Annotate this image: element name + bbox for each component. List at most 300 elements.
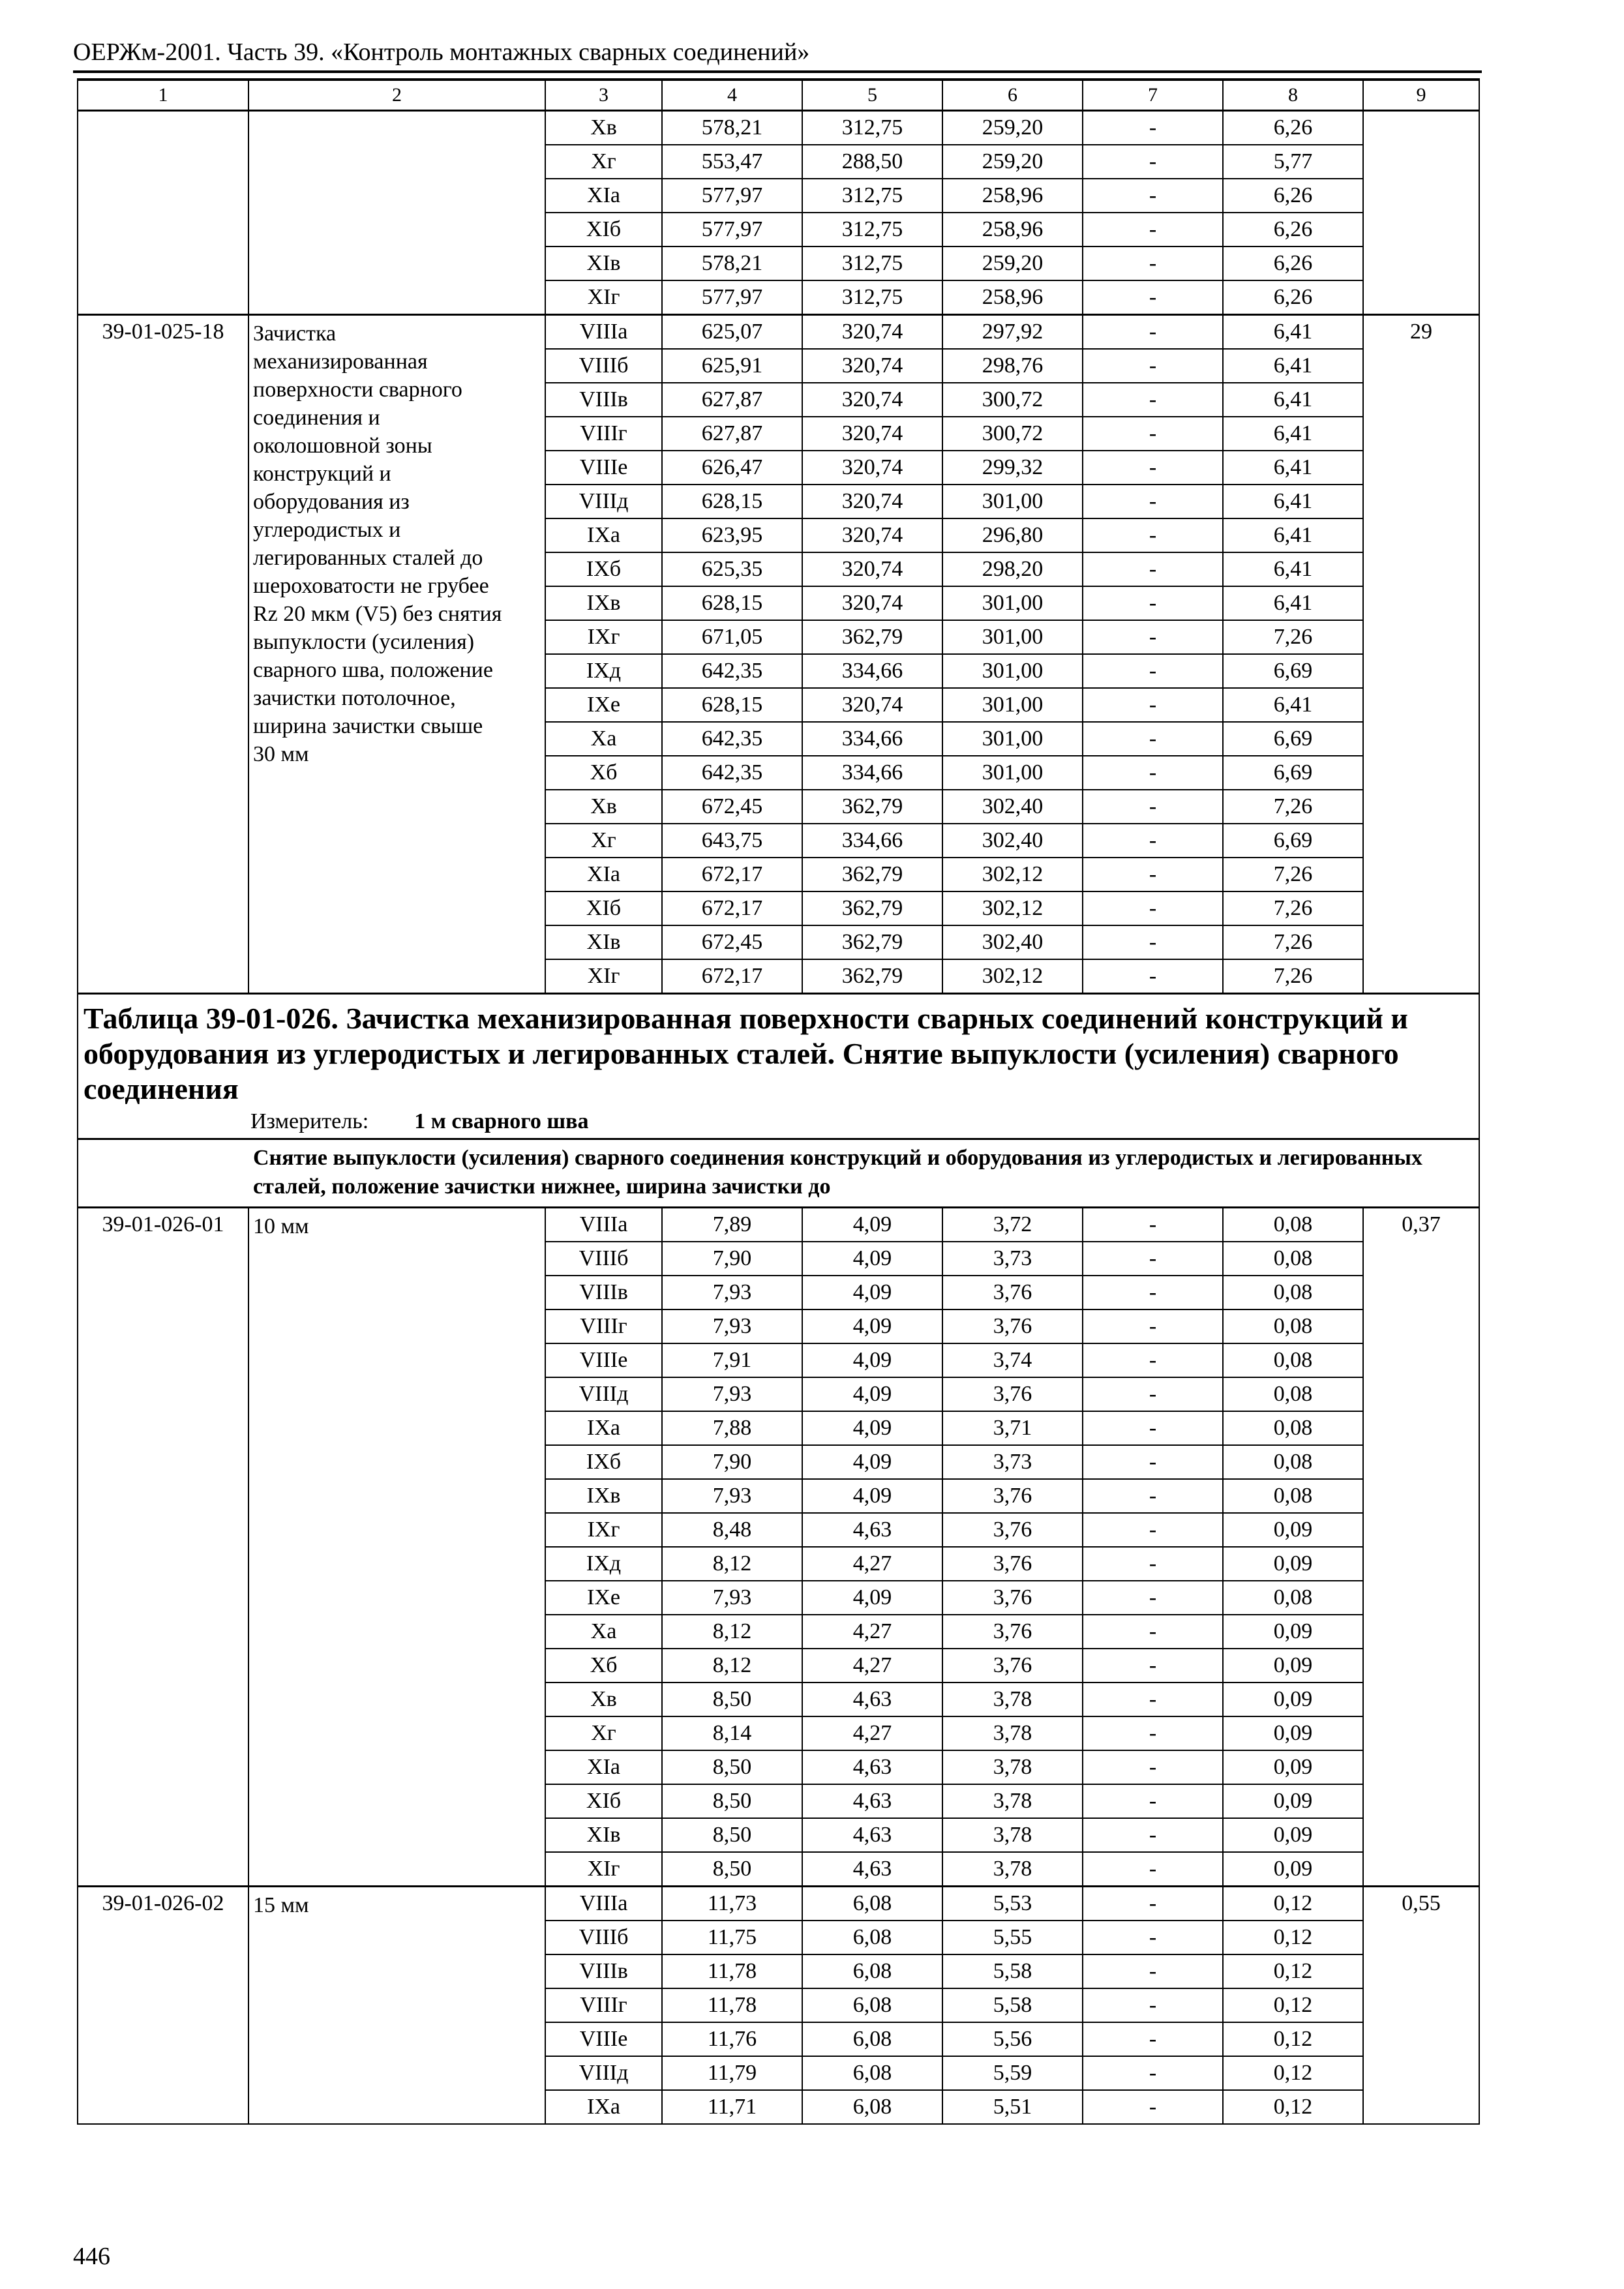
machines-cell: 302,40 (942, 824, 1083, 858)
zone-cell: ХIг (545, 1852, 662, 1887)
table-row (78, 1208, 1479, 1242)
wages-cell: 320,74 (802, 552, 942, 586)
item-description: 10 мм (248, 1208, 545, 1887)
zone-cell: VIIIд (545, 1377, 662, 1411)
materials-cell: 6,41 (1223, 451, 1363, 485)
labor-norm (1363, 111, 1479, 315)
machines-cell: 3,78 (942, 1784, 1083, 1818)
zone-cell: Хб (545, 756, 662, 790)
zone-cell: IХв (545, 1479, 662, 1513)
wages-cell: 362,79 (802, 891, 942, 925)
total-cost-cell: 671,05 (662, 620, 802, 654)
driver-wages-cell: - (1083, 179, 1223, 213)
total-cost-cell: 627,87 (662, 417, 802, 451)
wages-cell: 6,08 (802, 1988, 942, 2022)
wages-cell: 4,09 (802, 1343, 942, 1377)
zone-cell: VIIIе (545, 2022, 662, 2056)
labor-norm: 29 (1363, 315, 1479, 994)
wages-cell: 312,75 (802, 213, 942, 247)
total-cost-cell: 672,17 (662, 858, 802, 891)
materials-cell: 0,09 (1223, 1750, 1363, 1784)
total-cost-cell: 8,12 (662, 1615, 802, 1649)
total-cost-cell: 7,91 (662, 1343, 802, 1377)
wages-cell: 6,08 (802, 1921, 942, 1954)
zone-cell: IХб (545, 1445, 662, 1479)
total-cost-cell: 8,50 (662, 1683, 802, 1716)
zone-cell: ХIб (545, 213, 662, 247)
total-cost-cell: 577,97 (662, 179, 802, 213)
zone-cell: ХIг (545, 280, 662, 315)
machines-cell: 301,00 (942, 586, 1083, 620)
materials-cell: 0,12 (1223, 1954, 1363, 1988)
wages-cell: 320,74 (802, 349, 942, 383)
materials-cell: 0,08 (1223, 1309, 1363, 1343)
machines-cell: 5,58 (942, 1988, 1083, 2022)
machines-cell: 300,72 (942, 417, 1083, 451)
materials-cell: 6,69 (1223, 722, 1363, 756)
total-cost-cell: 642,35 (662, 654, 802, 688)
wages-cell: 320,74 (802, 518, 942, 552)
total-cost-cell: 8,14 (662, 1716, 802, 1750)
zone-cell: Хв (545, 111, 662, 145)
zone-cell: IХд (545, 1547, 662, 1581)
machines-cell: 301,00 (942, 722, 1083, 756)
item-description (248, 111, 545, 315)
driver-wages-cell: - (1083, 688, 1223, 722)
zone-cell: ХIг (545, 959, 662, 994)
wages-cell: 4,09 (802, 1445, 942, 1479)
materials-cell: 6,41 (1223, 417, 1363, 451)
total-cost-cell: 672,45 (662, 925, 802, 959)
wages-cell: 4,09 (802, 1411, 942, 1445)
driver-wages-cell: - (1083, 1242, 1223, 1276)
driver-wages-cell: - (1083, 1784, 1223, 1818)
total-cost-cell: 625,91 (662, 349, 802, 383)
driver-wages-cell: - (1083, 280, 1223, 315)
machines-cell: 3,73 (942, 1445, 1083, 1479)
materials-cell: 7,26 (1223, 620, 1363, 654)
total-cost-cell: 11,75 (662, 1921, 802, 1954)
materials-cell: 0,09 (1223, 1649, 1363, 1683)
machines-cell: 258,96 (942, 179, 1083, 213)
zone-cell: IХд (545, 654, 662, 688)
item-code: 39-01-025-18 (78, 315, 248, 994)
total-cost-cell: 11,79 (662, 2056, 802, 2090)
materials-cell: 6,26 (1223, 179, 1363, 213)
total-cost-cell: 577,97 (662, 280, 802, 315)
materials-cell: 6,41 (1223, 383, 1363, 417)
total-cost-cell: 553,47 (662, 145, 802, 179)
column-header-6: 6 (942, 80, 1083, 111)
item-code: 39-01-026-02 (78, 1887, 248, 2125)
total-cost-cell: 8,48 (662, 1513, 802, 1547)
driver-wages-cell: - (1083, 1547, 1223, 1581)
column-header-5: 5 (802, 80, 942, 111)
driver-wages-cell: - (1083, 1513, 1223, 1547)
zone-cell: ХIа (545, 858, 662, 891)
total-cost-cell: 628,15 (662, 688, 802, 722)
machines-cell: 302,12 (942, 858, 1083, 891)
materials-cell: 0,09 (1223, 1818, 1363, 1852)
wages-cell: 4,09 (802, 1581, 942, 1615)
zone-cell: ХIв (545, 1818, 662, 1852)
machines-cell: 297,92 (942, 315, 1083, 350)
total-cost-cell: 11,73 (662, 1887, 802, 1921)
machines-cell: 300,72 (942, 383, 1083, 417)
machines-cell: 302,12 (942, 959, 1083, 994)
machines-cell: 298,76 (942, 349, 1083, 383)
wages-cell: 4,09 (802, 1377, 942, 1411)
measure-value: 1 м сварного шва (414, 1109, 589, 1133)
zone-cell: ХIа (545, 1750, 662, 1784)
total-cost-cell: 7,89 (662, 1208, 802, 1242)
machines-cell: 301,00 (942, 654, 1083, 688)
total-cost-cell: 623,95 (662, 518, 802, 552)
total-cost-cell: 627,87 (662, 383, 802, 417)
driver-wages-cell: - (1083, 1208, 1223, 1242)
machines-cell: 5,59 (942, 2056, 1083, 2090)
wages-cell: 334,66 (802, 654, 942, 688)
driver-wages-cell: - (1083, 925, 1223, 959)
wages-cell: 4,09 (802, 1309, 942, 1343)
driver-wages-cell: - (1083, 858, 1223, 891)
wages-cell: 312,75 (802, 179, 942, 213)
machines-cell: 5,51 (942, 2090, 1083, 2124)
zone-cell: VIIIг (545, 1988, 662, 2022)
driver-wages-cell: - (1083, 518, 1223, 552)
driver-wages-cell: - (1083, 1649, 1223, 1683)
driver-wages-cell: - (1083, 891, 1223, 925)
machines-cell: 301,00 (942, 688, 1083, 722)
wages-cell: 4,09 (802, 1208, 942, 1242)
wages-cell: 4,09 (802, 1276, 942, 1309)
total-cost-cell: 628,15 (662, 485, 802, 518)
materials-cell: 0,12 (1223, 1988, 1363, 2022)
machines-cell: 3,78 (942, 1818, 1083, 1852)
driver-wages-cell: - (1083, 1276, 1223, 1309)
total-cost-cell: 11,78 (662, 1988, 802, 2022)
driver-wages-cell: - (1083, 654, 1223, 688)
zone-cell: VIIIг (545, 1309, 662, 1343)
total-cost-cell: 672,45 (662, 790, 802, 824)
zone-cell: Ха (545, 1615, 662, 1649)
wages-cell: 320,74 (802, 383, 942, 417)
machines-cell: 258,96 (942, 280, 1083, 315)
machines-cell: 3,76 (942, 1479, 1083, 1513)
materials-cell: 0,09 (1223, 1683, 1363, 1716)
table-row (78, 1887, 1479, 1921)
zone-cell: VIIIа (545, 315, 662, 350)
machines-cell: 302,40 (942, 925, 1083, 959)
total-cost-cell: 11,78 (662, 1954, 802, 1988)
zone-cell: Хг (545, 1716, 662, 1750)
wages-cell: 4,63 (802, 1513, 942, 1547)
zone-cell: VIIIб (545, 1921, 662, 1954)
materials-cell: 0,08 (1223, 1411, 1363, 1445)
driver-wages-cell: - (1083, 2022, 1223, 2056)
materials-cell: 6,69 (1223, 756, 1363, 790)
total-cost-cell: 8,50 (662, 1784, 802, 1818)
machines-cell: 3,78 (942, 1683, 1083, 1716)
total-cost-cell: 642,35 (662, 722, 802, 756)
labor-norm: 0,37 (1363, 1208, 1479, 1887)
zone-cell: IХг (545, 620, 662, 654)
zone-cell: Ха (545, 722, 662, 756)
machines-cell: 3,76 (942, 1276, 1083, 1309)
machines-cell: 3,74 (942, 1343, 1083, 1377)
materials-cell: 0,08 (1223, 1479, 1363, 1513)
zone-cell: IХа (545, 2090, 662, 2124)
driver-wages-cell: - (1083, 383, 1223, 417)
total-cost-cell: 8,50 (662, 1852, 802, 1887)
machines-cell: 3,73 (942, 1242, 1083, 1276)
driver-wages-cell: - (1083, 1954, 1223, 1988)
item-code (78, 111, 248, 315)
zone-cell: VIIIа (545, 1887, 662, 1921)
machines-cell: 3,72 (942, 1208, 1083, 1242)
materials-cell: 0,09 (1223, 1852, 1363, 1887)
driver-wages-cell: - (1083, 1479, 1223, 1513)
total-cost-cell: 8,50 (662, 1750, 802, 1784)
wages-cell: 334,66 (802, 722, 942, 756)
driver-wages-cell: - (1083, 722, 1223, 756)
total-cost-cell: 578,21 (662, 247, 802, 280)
zone-cell: ХIа (545, 179, 662, 213)
wages-cell: 4,09 (802, 1479, 942, 1513)
total-cost-cell: 7,90 (662, 1445, 802, 1479)
zone-cell: ХIб (545, 1784, 662, 1818)
total-cost-cell: 577,97 (662, 213, 802, 247)
zone-cell: VIIIв (545, 1954, 662, 1988)
driver-wages-cell: - (1083, 1615, 1223, 1649)
total-cost-cell: 643,75 (662, 824, 802, 858)
materials-cell: 0,12 (1223, 1921, 1363, 1954)
total-cost-cell: 7,93 (662, 1276, 802, 1309)
driver-wages-cell: - (1083, 824, 1223, 858)
zone-cell: ХIб (545, 891, 662, 925)
machines-cell: 3,78 (942, 1852, 1083, 1887)
total-cost-cell: 626,47 (662, 451, 802, 485)
wages-cell: 4,27 (802, 1716, 942, 1750)
driver-wages-cell: - (1083, 213, 1223, 247)
wages-cell: 320,74 (802, 586, 942, 620)
materials-cell: 6,26 (1223, 280, 1363, 315)
driver-wages-cell: - (1083, 1818, 1223, 1852)
zone-cell: Хг (545, 824, 662, 858)
machines-cell: 5,58 (942, 1954, 1083, 1988)
zone-cell: IХг (545, 1513, 662, 1547)
column-header-4: 4 (662, 80, 802, 111)
driver-wages-cell: - (1083, 111, 1223, 145)
zone-cell: VIIIе (545, 1343, 662, 1377)
total-cost-cell: 11,76 (662, 2022, 802, 2056)
driver-wages-cell: - (1083, 1988, 1223, 2022)
wages-cell: 320,74 (802, 485, 942, 518)
machines-cell: 5,55 (942, 1921, 1083, 1954)
driver-wages-cell: - (1083, 1377, 1223, 1411)
table-row (78, 315, 1479, 350)
zone-cell: ХIв (545, 247, 662, 280)
driver-wages-cell: - (1083, 349, 1223, 383)
machines-cell: 3,76 (942, 1649, 1083, 1683)
materials-cell: 6,26 (1223, 111, 1363, 145)
driver-wages-cell: - (1083, 1852, 1223, 1887)
machines-cell: 3,76 (942, 1615, 1083, 1649)
materials-cell: 5,77 (1223, 145, 1363, 179)
total-cost-cell: 7,90 (662, 1242, 802, 1276)
column-header-8: 8 (1223, 80, 1363, 111)
wages-cell: 6,08 (802, 2056, 942, 2090)
table-026-heading (78, 994, 1479, 1208)
materials-cell: 0,09 (1223, 1716, 1363, 1750)
wages-cell: 4,27 (802, 1649, 942, 1683)
wages-cell: 362,79 (802, 925, 942, 959)
zone-cell: IХа (545, 1411, 662, 1445)
driver-wages-cell: - (1083, 790, 1223, 824)
column-header-row (78, 80, 1479, 111)
driver-wages-cell: - (1083, 1921, 1223, 1954)
zone-cell: Хг (545, 145, 662, 179)
wages-cell: 4,09 (802, 1242, 942, 1276)
machines-cell: 259,20 (942, 145, 1083, 179)
materials-cell: 6,41 (1223, 688, 1363, 722)
total-cost-cell: 8,12 (662, 1547, 802, 1581)
machines-cell: 3,76 (942, 1377, 1083, 1411)
materials-cell: 6,69 (1223, 654, 1363, 688)
total-cost-cell: 642,35 (662, 756, 802, 790)
materials-cell: 0,09 (1223, 1513, 1363, 1547)
total-cost-cell: 11,71 (662, 2090, 802, 2124)
zone-cell: VIIIв (545, 1276, 662, 1309)
materials-cell: 7,26 (1223, 790, 1363, 824)
column-header-9: 9 (1363, 80, 1479, 111)
zone-cell: VIIIд (545, 485, 662, 518)
machines-cell: 3,76 (942, 1547, 1083, 1581)
measure-line (250, 1109, 1473, 1134)
machines-cell: 3,76 (942, 1513, 1083, 1547)
driver-wages-cell: - (1083, 620, 1223, 654)
table-subheader: Снятие выпуклости (усиления) сварного соединения конструкций и оборудования из углеродистых и легированных сталей, положение зачистки нижнее, ширина зачистки до (78, 1139, 1479, 1208)
wages-cell: 288,50 (802, 145, 942, 179)
materials-cell: 0,08 (1223, 1445, 1363, 1479)
zone-cell: ХIв (545, 925, 662, 959)
materials-cell: 0,08 (1223, 1581, 1363, 1615)
materials-cell: 6,69 (1223, 824, 1363, 858)
table-body-bottom (78, 1208, 1479, 2125)
zone-cell: VIIIа (545, 1208, 662, 1242)
driver-wages-cell: - (1083, 586, 1223, 620)
column-header-2: 2 (248, 80, 545, 111)
driver-wages-cell: - (1083, 1750, 1223, 1784)
wages-cell: 320,74 (802, 451, 942, 485)
wages-cell: 4,63 (802, 1683, 942, 1716)
machines-cell: 301,00 (942, 620, 1083, 654)
wages-cell: 4,27 (802, 1615, 942, 1649)
wages-cell: 6,08 (802, 1887, 942, 1921)
wages-cell: 334,66 (802, 824, 942, 858)
driver-wages-cell: - (1083, 552, 1223, 586)
materials-cell: 0,08 (1223, 1208, 1363, 1242)
zone-cell: IХа (545, 518, 662, 552)
wages-cell: 4,63 (802, 1750, 942, 1784)
materials-cell: 0,08 (1223, 1276, 1363, 1309)
zone-cell: VIIIг (545, 417, 662, 451)
machines-cell: 301,00 (942, 485, 1083, 518)
total-cost-cell: 672,17 (662, 891, 802, 925)
wages-cell: 320,74 (802, 688, 942, 722)
total-cost-cell: 578,21 (662, 111, 802, 145)
wages-cell: 320,74 (802, 417, 942, 451)
materials-cell: 7,26 (1223, 925, 1363, 959)
driver-wages-cell: - (1083, 451, 1223, 485)
driver-wages-cell: - (1083, 315, 1223, 350)
wages-cell: 312,75 (802, 280, 942, 315)
labor-norm: 0,55 (1363, 1887, 1479, 2125)
materials-cell: 6,41 (1223, 315, 1363, 350)
total-cost-cell: 628,15 (662, 586, 802, 620)
wages-cell: 6,08 (802, 1954, 942, 1988)
machines-cell: 3,76 (942, 1581, 1083, 1615)
driver-wages-cell: - (1083, 1343, 1223, 1377)
table-title-cell (78, 994, 1479, 1139)
driver-wages-cell: - (1083, 145, 1223, 179)
zone-cell: IХб (545, 552, 662, 586)
wages-cell: 312,75 (802, 111, 942, 145)
zone-cell: VIIIд (545, 2056, 662, 2090)
machines-cell: 301,00 (942, 756, 1083, 790)
materials-cell: 6,41 (1223, 485, 1363, 518)
wages-cell: 312,75 (802, 247, 942, 280)
materials-cell: 0,08 (1223, 1242, 1363, 1276)
total-cost-cell: 672,17 (662, 959, 802, 994)
total-cost-cell: 8,50 (662, 1818, 802, 1852)
total-cost-cell: 7,93 (662, 1377, 802, 1411)
machines-cell: 3,71 (942, 1411, 1083, 1445)
materials-cell: 0,12 (1223, 2056, 1363, 2090)
materials-cell: 6,41 (1223, 586, 1363, 620)
materials-cell: 6,26 (1223, 213, 1363, 247)
total-cost-cell: 8,12 (662, 1649, 802, 1683)
machines-cell: 5,53 (942, 1887, 1083, 1921)
materials-cell: 7,26 (1223, 959, 1363, 994)
machines-cell: 299,32 (942, 451, 1083, 485)
driver-wages-cell: - (1083, 1411, 1223, 1445)
zone-cell: VIIIв (545, 383, 662, 417)
machines-cell: 3,78 (942, 1750, 1083, 1784)
table-body-top (78, 80, 1479, 994)
materials-cell: 0,09 (1223, 1547, 1363, 1581)
header-divider (73, 70, 1482, 73)
machines-cell: 3,76 (942, 1309, 1083, 1343)
driver-wages-cell: - (1083, 1716, 1223, 1750)
materials-cell: 6,26 (1223, 247, 1363, 280)
total-cost-cell: 7,93 (662, 1479, 802, 1513)
wages-cell: 6,08 (802, 2090, 942, 2124)
machines-cell: 258,96 (942, 213, 1083, 247)
machines-cell: 298,20 (942, 552, 1083, 586)
wages-cell: 362,79 (802, 858, 942, 891)
driver-wages-cell: - (1083, 1683, 1223, 1716)
materials-cell: 0,08 (1223, 1377, 1363, 1411)
machines-cell: 302,12 (942, 891, 1083, 925)
machines-cell: 259,20 (942, 247, 1083, 280)
column-header-3: 3 (545, 80, 662, 111)
zone-cell: IХе (545, 1581, 662, 1615)
driver-wages-cell: - (1083, 485, 1223, 518)
driver-wages-cell: - (1083, 2090, 1223, 2124)
driver-wages-cell: - (1083, 417, 1223, 451)
wages-cell: 6,08 (802, 2022, 942, 2056)
